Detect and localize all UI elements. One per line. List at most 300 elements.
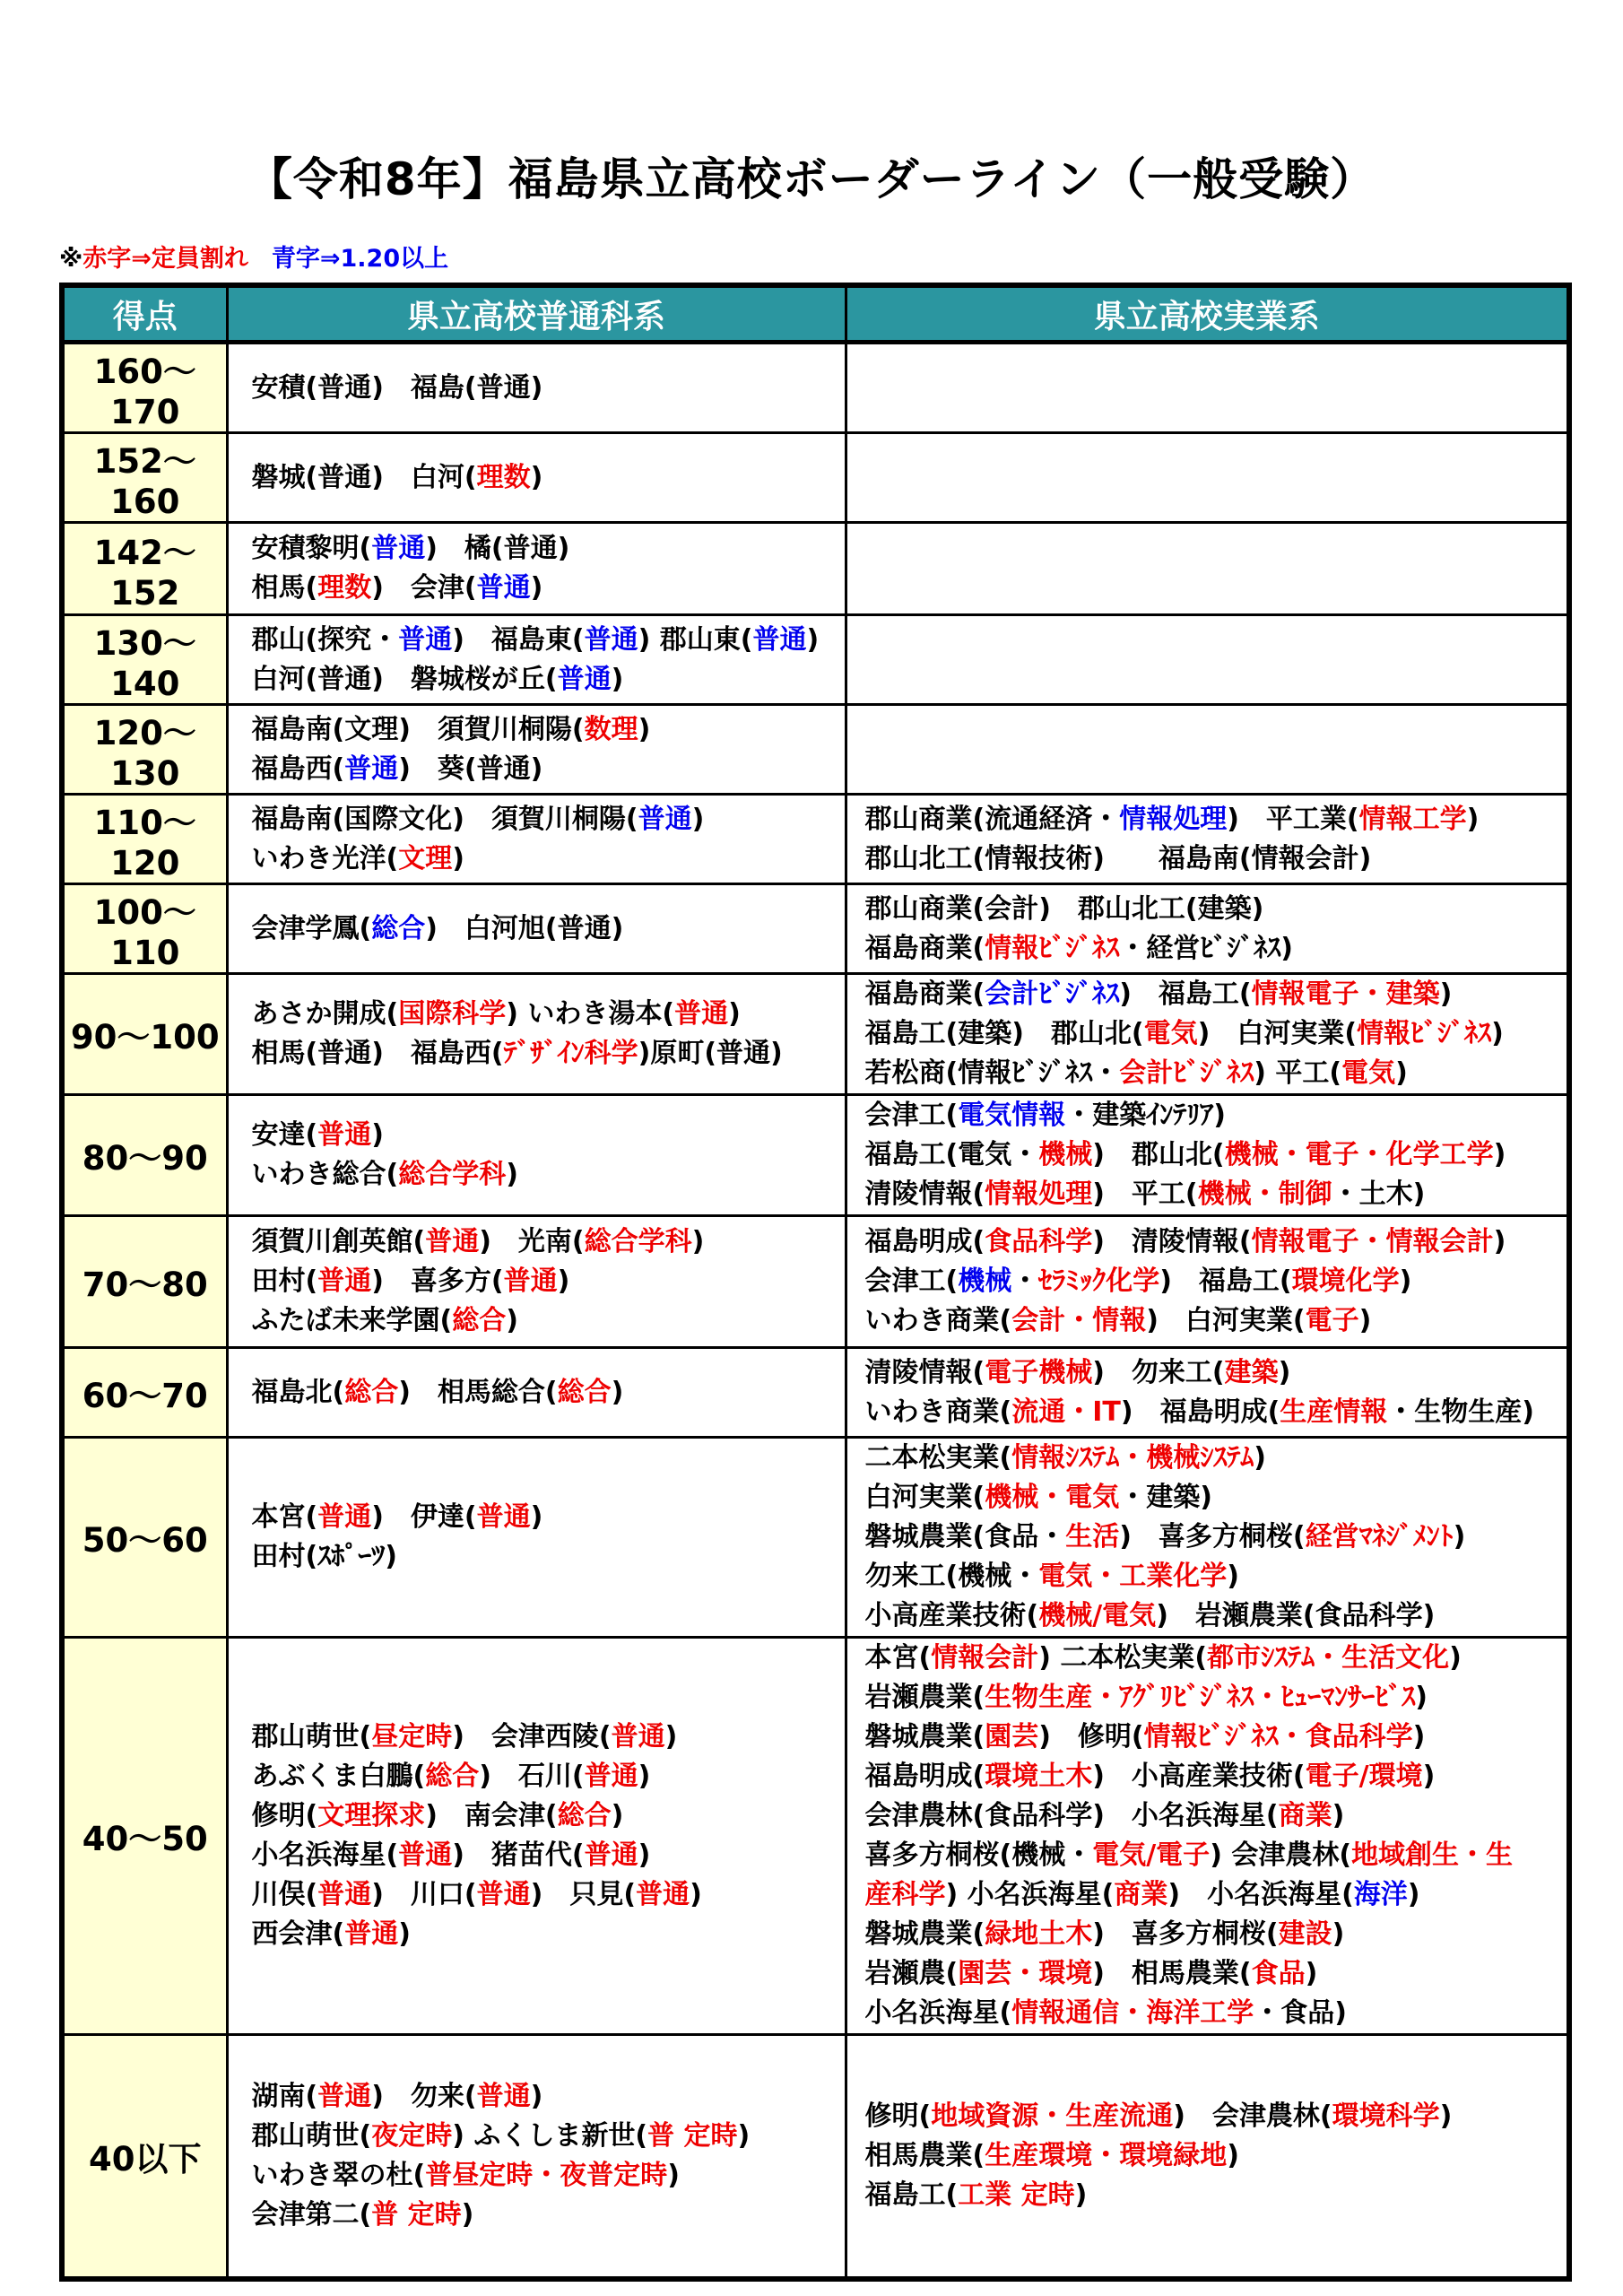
school-line (252, 1915, 845, 1954)
school-text-segment: ) 会津農林( (1173, 2100, 1332, 2132)
school-text-segment: 田村( (251, 1265, 318, 1297)
school-text-segment: ) (737, 2119, 751, 2152)
school-line (865, 1301, 1567, 1341)
school-text-segment: ) (1305, 1958, 1318, 1989)
school-text-segment: 夜定時 (371, 2119, 453, 2152)
school-text-segment: 機械・電気 (985, 1482, 1120, 1513)
jitsu-schools-cell (846, 523, 1569, 615)
school-text-segment: 修明( (251, 1800, 318, 1831)
school-line (865, 1096, 1567, 1135)
school-text-segment: ) 白河旭(普通) (425, 912, 624, 944)
school-text-segment: 電気情報 (958, 1100, 1066, 1131)
school-text-segment: ) (638, 1839, 651, 1871)
jitsu-schools-cell (846, 1216, 1569, 1348)
school-text-segment: ) 平工業( (1227, 803, 1359, 835)
school-text-segment: 普通 (317, 1265, 372, 1297)
school-text-segment: 普通 (584, 1761, 638, 1792)
school-text-segment: 文理 (398, 842, 453, 874)
score-range: 40～50 (62, 1638, 227, 2035)
school-text-segment: 勿来工(機械・ (864, 1561, 1039, 1592)
school-text-segment: ) (1227, 2139, 1239, 2171)
futsu-schools-cell (227, 1438, 846, 1638)
school-text-segment: 総合 (557, 1800, 612, 1831)
school-text-segment: 小名浜海星( (251, 1839, 399, 1871)
school-line (252, 2196, 845, 2235)
school-text-segment: 小高産業技術( (864, 1600, 1039, 1631)
school-text-segment: 普 定時 (371, 2198, 462, 2231)
score-range: 60～70 (62, 1348, 227, 1438)
school-text-segment: 会津第二( (251, 2198, 372, 2231)
school-text-segment: ) (638, 1761, 651, 1792)
school-text-segment: 磐城農業( (864, 1918, 985, 1950)
legend-note (59, 239, 1623, 274)
school-text-segment: 安積(普通) 福島(普通) (251, 371, 543, 404)
futsu-schools-cell (227, 705, 846, 795)
header-score: 得点 (62, 285, 227, 343)
school-line (252, 569, 845, 608)
school-text-segment: 清陵情報( (864, 1178, 985, 1210)
score-range: 142～152 (62, 523, 227, 615)
school-text-segment: 岩瀬農業( (864, 1682, 985, 1713)
school-line (865, 929, 1567, 969)
school-text-segment: 建築 (1224, 1356, 1279, 1388)
school-line (865, 1353, 1567, 1393)
futsu-schools-cell (227, 615, 846, 705)
school-line (252, 1301, 845, 1341)
school-text-segment: ) (806, 623, 820, 656)
school-text-segment: 会津学鳳( (251, 912, 372, 944)
school-line (865, 1757, 1567, 1796)
futsu-schools-cell (227, 433, 846, 523)
school-text-segment: ) (452, 842, 464, 874)
table-row (62, 615, 1569, 705)
school-line (865, 975, 1567, 1014)
school-text-segment: ) 喜多方桐桜( (1119, 1521, 1306, 1552)
school-text-segment: 国際科学 (398, 998, 507, 1030)
school-text-segment: 会計ﾋﾞｼﾞﾈｽ (1119, 1057, 1254, 1089)
school-text-segment: ) 小名浜海星( (945, 1879, 1115, 1910)
jitsu-schools-cell (846, 1348, 1569, 1438)
school-text-segment: ) 相馬総合( (398, 1376, 558, 1408)
school-text-segment: ) (667, 2159, 680, 2191)
futsu-schools-cell (227, 974, 846, 1095)
legend-red: 赤字⇒定員割れ (82, 245, 248, 273)
school-text-segment: ﾃﾞｻﾞｲﾝ科学 (503, 1038, 638, 1069)
school-line (252, 800, 845, 839)
school-text-segment: 西会津( (251, 1918, 345, 1950)
school-text-segment: 福島南(国際文化) 須賀川桐陽( (251, 803, 638, 835)
school-line (865, 1222, 1567, 1262)
school-text-segment: ) 勿来工( (1092, 1356, 1225, 1388)
school-text-segment: ) (1399, 1265, 1412, 1297)
school-text-segment: ) (530, 2080, 543, 2112)
school-text-segment: 相馬(普通) 福島西( (251, 1038, 504, 1069)
school-text-segment: ) 福島明成( (1120, 1396, 1280, 1428)
school-text-segment: 文理探求 (317, 1800, 426, 1831)
school-text-segment: 理数 (317, 572, 372, 604)
school-text-segment: 普通 (344, 1918, 399, 1950)
school-text-segment: 普通 (503, 1265, 558, 1297)
school-line (252, 1718, 845, 1757)
school-text-segment: 環境科学 (1332, 2100, 1440, 2132)
school-text-segment: 食品 (1251, 1958, 1306, 1989)
school-text-segment: 普通 (317, 1119, 372, 1151)
table-row (62, 343, 1569, 433)
school-text-segment: 郡山萌世( (251, 2119, 372, 2152)
school-text-segment: 普通 (638, 803, 692, 835)
school-text-segment: 総合 (425, 1761, 480, 1792)
school-text-segment: いわき商業( (864, 1396, 1012, 1428)
school-text-segment: )原町(普通) (638, 1038, 783, 1069)
school-text-segment: ) (691, 803, 705, 835)
school-text-segment: 情報会計 (931, 1642, 1039, 1674)
school-text-segment: 若松商(情報ﾋﾞｼﾞﾈｽ・ (864, 1057, 1120, 1089)
school-line (865, 1054, 1567, 1093)
school-text-segment: 普通 (752, 623, 807, 656)
school-text-segment: 郡山商業(流通経済・ (864, 803, 1120, 835)
school-text-segment: 普通 (557, 663, 612, 695)
school-text-segment: 地域資源・生産流通 (931, 2100, 1174, 2132)
school-text-segment: 機械・電子・化学工学 (1224, 1139, 1494, 1170)
school-text-segment: ・経営ﾋﾞｼﾞﾈｽ) (1119, 932, 1293, 964)
score-range: 120～130 (62, 705, 227, 795)
score-range: 90～100 (62, 974, 227, 1095)
school-line (252, 1875, 845, 1915)
score-range: 50～60 (62, 1438, 227, 1638)
school-text-segment: 会計ﾋﾞｼﾞﾈｽ (985, 978, 1120, 1010)
school-text-segment: ) 郡山東( (638, 623, 753, 656)
school-line (252, 839, 845, 879)
school-text-segment: 情報電子・情報会計 (1251, 1226, 1494, 1257)
school-text-segment: ) (530, 461, 543, 493)
school-text-segment: ) 平工( (1092, 1178, 1198, 1210)
school-line (865, 1557, 1567, 1596)
school-text-segment: 総合 (344, 1376, 399, 1408)
school-line (865, 839, 1567, 879)
school-line (252, 1537, 845, 1577)
score-range: 40以下 (62, 2035, 227, 2279)
school-line (865, 1135, 1567, 1175)
school-text-segment: 安積黎明( (251, 533, 372, 564)
school-text-segment: 福島南(文理) 須賀川桐陽( (251, 713, 585, 745)
school-text-segment: ) 伊達( (371, 1501, 477, 1533)
school-text-segment: 総合 (452, 1305, 507, 1336)
school-text-segment: 岩瀬農( (864, 1958, 959, 1989)
school-line (252, 1373, 845, 1413)
futsu-schools-cell (227, 1348, 846, 1438)
school-text-segment: ) (1491, 1018, 1504, 1049)
futsu-schools-cell (227, 795, 846, 884)
school-text-segment: 食品科学 (985, 1226, 1093, 1257)
school-text-segment: 海洋 (1353, 1879, 1408, 1910)
jitsu-schools-cell (846, 795, 1569, 884)
jitsu-schools-cell (846, 433, 1569, 523)
school-text-segment: ) 郡山北( (1092, 1139, 1225, 1170)
school-text-segment: 情報処理 (1119, 803, 1228, 835)
school-text-segment: ) (1422, 1761, 1436, 1792)
borderline-table (59, 283, 1572, 2282)
school-text-segment: 電子 (1305, 1305, 1359, 1336)
school-line (252, 1757, 845, 1796)
school-line (865, 1393, 1567, 1432)
school-text-segment: 普通 (476, 2080, 531, 2112)
school-text-segment: 機械 (1038, 1139, 1093, 1170)
school-text-segment: ｾﾗﾐｯｸ化学 (1038, 1265, 1160, 1297)
table-row (62, 1638, 1569, 2035)
school-text-segment: 普通 (611, 1721, 665, 1752)
school-text-segment: 会津工( (864, 1100, 959, 1131)
school-text-segment: ) (1074, 2179, 1088, 2211)
school-text-segment: 郡山商業(会計) 郡山北工(建築) (864, 892, 1264, 925)
school-line (865, 800, 1567, 839)
school-text-segment: 経営ﾏﾈｼﾞﾒﾝﾄ (1305, 1521, 1454, 1552)
school-text-segment: 福島西( (251, 752, 345, 785)
school-text-segment: 総合学科 (584, 1226, 692, 1257)
school-text-segment: ) (1449, 1642, 1462, 1674)
school-text-segment: ) 相馬農業( (1092, 1958, 1252, 1989)
school-text-segment: ) 只見( (530, 1879, 637, 1910)
school-text-segment: 磐城農業(食品・ (864, 1521, 1066, 1552)
school-text-segment: 情報処理 (985, 1178, 1093, 1210)
futsu-schools-cell (227, 1638, 846, 2035)
school-text-segment: 修明( (864, 2100, 932, 2132)
school-text-segment: 会計・情報 (1011, 1305, 1147, 1336)
school-text-segment: 普通 (476, 1879, 531, 1910)
school-text-segment: ・建築) (1119, 1482, 1212, 1513)
jitsu-schools-cell (846, 343, 1569, 433)
jitsu-schools-cell (846, 615, 1569, 705)
futsu-schools-cell (227, 343, 846, 433)
futsu-schools-cell (227, 884, 846, 974)
school-text-segment: ) ふくしま新世( (452, 2119, 648, 2152)
school-text-segment: ) 白河実業( (1197, 1018, 1358, 1049)
school-line (865, 1014, 1567, 1054)
school-text-segment: 本宮( (251, 1501, 318, 1533)
table-header-row (62, 285, 1569, 343)
school-line (252, 995, 845, 1034)
school-text-segment: ) 修明( (1038, 1721, 1144, 1752)
school-text-segment: 機械/電気 (1038, 1600, 1157, 1631)
school-text-segment: 郡山北工(情報技術) 福島南(情報会計) (864, 842, 1372, 874)
school-text-segment: 電気・工業化学 (1038, 1561, 1228, 1592)
school-text-segment: 白河(普通) 磐城桜が丘( (251, 663, 558, 695)
school-text-segment: 生産環境・環境緑地 (985, 2139, 1228, 2171)
school-text-segment: 白河実業( (864, 1482, 985, 1513)
school-line (865, 1175, 1567, 1214)
school-line (865, 1875, 1567, 1915)
school-text-segment: 工業 定時 (958, 2179, 1075, 2211)
school-line (865, 2176, 1567, 2215)
school-line (865, 1262, 1567, 1301)
school-line (252, 1222, 845, 1262)
school-line (252, 1836, 845, 1875)
table-row (62, 705, 1569, 795)
school-text-segment: ) 白河実業( (1146, 1305, 1306, 1336)
school-text-segment: あさか開成( (251, 998, 399, 1030)
school-line (252, 2117, 845, 2156)
school-text-segment: 普通 (674, 998, 729, 1030)
school-text-segment: ) (1453, 1521, 1466, 1552)
school-text-segment: 普通 (584, 1839, 638, 1871)
school-text-segment: 商業 (1278, 1800, 1332, 1831)
school-text-segment: 須賀川創英館( (251, 1226, 426, 1257)
jitsu-schools-cell (846, 884, 1569, 974)
school-text-segment: 福島商業( (864, 978, 985, 1010)
school-text-segment: 環境化学 (1291, 1265, 1400, 1297)
school-text-segment: 福島工(電気・ (864, 1139, 1039, 1170)
school-text-segment: 電気/電子 (1092, 1839, 1211, 1871)
school-text-segment: 普通 (317, 1501, 372, 1533)
school-text-segment: 情報ﾋﾞｼﾞﾈｽ (1357, 1018, 1492, 1049)
school-line (252, 1796, 845, 1836)
futsu-schools-cell (227, 1216, 846, 1348)
jitsu-schools-cell (846, 2035, 1569, 2279)
school-text-segment: ) (1227, 1561, 1239, 1592)
school-text-segment: 郡山(探究・ (251, 623, 399, 656)
jitsu-schools-cell (846, 1095, 1569, 1216)
score-range: 70～80 (62, 1216, 227, 1348)
school-text-segment: 郡山萌世( (251, 1721, 372, 1752)
school-line (252, 369, 845, 408)
header-jitsu: 県立高校実業系 (846, 285, 1569, 343)
school-text-segment: ) (530, 572, 543, 604)
school-line (252, 660, 845, 700)
school-text-segment: ) 川口( (371, 1879, 477, 1910)
table-row (62, 1216, 1569, 1348)
school-text-segment: 福島工(建築) 郡山北( (864, 1018, 1144, 1049)
school-text-segment: ) 清陵情報( (1092, 1226, 1252, 1257)
school-text-segment: ) 小高産業技術( (1092, 1761, 1306, 1792)
school-text-segment: 緑地土木 (985, 1918, 1093, 1950)
school-text-segment: 理数 (476, 461, 531, 493)
school-text-segment: ) 小名浜海星( (1167, 1879, 1354, 1910)
school-line (252, 529, 845, 569)
school-text-segment: ・ (1011, 1265, 1039, 1297)
score-range: 80～90 (62, 1095, 227, 1216)
school-text-segment: ) (691, 1226, 705, 1257)
school-text-segment: 小名浜海星( (864, 1997, 1012, 2029)
school-text-segment: ) (1254, 1442, 1266, 1474)
school-text-segment: ) 猪苗代( (452, 1839, 585, 1871)
school-text-segment: ) (664, 1721, 678, 1752)
school-text-segment: ) 南会津( (425, 1800, 558, 1831)
school-text-segment: 数理 (584, 713, 638, 745)
school-text-segment: ・生物生産) (1387, 1396, 1534, 1428)
school-text-segment: 情報ｼｽﾃﾑ・機械ｼｽﾃﾑ (1011, 1442, 1254, 1474)
school-text-segment: いわき総合( (251, 1159, 399, 1190)
school-line (865, 1994, 1567, 2033)
school-line (865, 2136, 1567, 2176)
school-text-segment: 喜多方桐桜(機械・ (864, 1839, 1093, 1871)
school-line (865, 1836, 1567, 1875)
school-text-segment: ) (690, 1879, 702, 1910)
school-text-segment: ) 福島工( (1119, 978, 1252, 1010)
school-text-segment: 福島工( (864, 2179, 959, 2211)
school-text-segment: 普通 (344, 752, 399, 785)
school-text-segment: 湖南( (251, 2080, 318, 2112)
school-line (252, 710, 845, 750)
school-text-segment: 普通 (476, 1501, 531, 1533)
school-text-segment: 田村(ｽﾎﾟｰﾂ) (251, 1541, 397, 1572)
school-text-segment: ) 二本松実業( (1038, 1642, 1208, 1674)
school-text-segment: 福島北( (251, 1376, 345, 1408)
school-text-segment: ) (1466, 803, 1480, 835)
table-row (62, 974, 1569, 1095)
table-row (62, 1348, 1569, 1438)
school-text-segment: ) (728, 998, 741, 1030)
score-range: 152～160 (62, 433, 227, 523)
school-text-segment: ) (398, 1918, 411, 1950)
school-text-segment: ) (371, 1119, 384, 1151)
school-text-segment: ) 葵(普通) (398, 752, 543, 785)
school-text-segment: 本宮( (864, 1642, 932, 1674)
school-text-segment: いわき商業( (864, 1305, 1012, 1336)
school-text-segment: 普通 (398, 1839, 453, 1871)
school-line (865, 1796, 1567, 1836)
school-text-segment: 環境土木 (985, 1761, 1093, 1792)
school-text-segment: ・食品) (1254, 1997, 1347, 2029)
school-text-segment: ) (638, 713, 651, 745)
school-line (252, 750, 845, 789)
school-line (865, 1915, 1567, 1954)
school-text-segment: ) (1395, 1057, 1408, 1089)
school-text-segment: 生産情報 (1280, 1396, 1388, 1428)
school-text-segment: 園芸・環境 (958, 1958, 1093, 1989)
score-range: 130～140 (62, 615, 227, 705)
school-text-segment: ) 平工( (1254, 1057, 1342, 1089)
school-text-segment: ) (1332, 1918, 1345, 1950)
school-text-segment: 普昼定時・夜普定時 (425, 2159, 668, 2191)
table-row (62, 884, 1569, 974)
school-text-segment: ) (1358, 1305, 1372, 1336)
school-line (252, 458, 845, 498)
school-text-segment: ) 会津西陵( (452, 1721, 612, 1752)
school-text-segment: 普通 (425, 1226, 480, 1257)
school-text-segment: 普通 (371, 533, 426, 564)
school-text-segment: ) (506, 1159, 518, 1190)
school-text-segment: 地域創生・生 (1351, 1839, 1514, 1871)
school-line (865, 1678, 1567, 1718)
school-line (865, 1518, 1567, 1557)
futsu-schools-cell (227, 523, 846, 615)
school-text-segment: 相馬農業( (864, 2139, 985, 2171)
table-row (62, 795, 1569, 884)
school-text-segment: ) (1415, 1682, 1428, 1713)
jitsu-schools-cell (846, 705, 1569, 795)
legend-blue: 青字⇒1.20以上 (271, 245, 449, 273)
legend-prefix: ※ (59, 245, 83, 273)
school-text-segment: 園芸 (985, 1721, 1039, 1752)
school-line (865, 890, 1567, 929)
school-text-segment: 機械 (958, 1265, 1012, 1297)
school-text-segment: ) 会津( (371, 572, 477, 604)
school-text-segment: 福島明成( (864, 1761, 985, 1792)
school-text-segment: 情報ﾋﾞｼﾞﾈｽ (985, 932, 1120, 964)
table-row (62, 433, 1569, 523)
school-text-segment: 産科学 (864, 1879, 946, 1910)
school-text-segment: 普通 (317, 1879, 372, 1910)
school-line (252, 621, 845, 660)
school-line (252, 1155, 845, 1195)
school-line (252, 909, 845, 949)
school-text-segment: ) 喜多方( (371, 1265, 504, 1297)
school-text-segment: 普通 (398, 623, 453, 656)
school-text-segment: ) (557, 1265, 570, 1297)
school-text-segment: 川俣( (251, 1879, 318, 1910)
school-text-segment: 清陵情報( (864, 1356, 985, 1388)
school-line (252, 2077, 845, 2117)
school-line (252, 1116, 845, 1155)
